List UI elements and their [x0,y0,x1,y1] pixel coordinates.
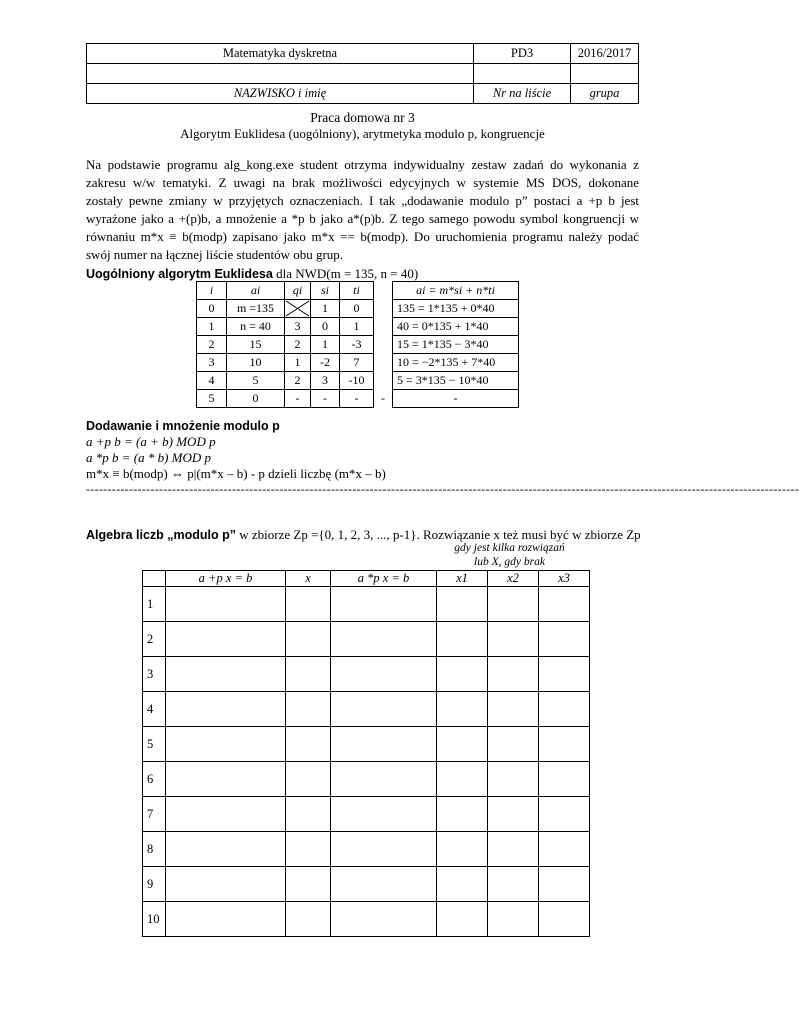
add-eq-cell[interactable] [166,832,286,867]
x1-cell[interactable] [437,692,488,727]
list-no-input-cell[interactable] [474,64,571,84]
euclid-heading-rest: dla NWD(m = 135, n = 40) [272,266,419,281]
euclid-cell: n = 40 [227,318,285,336]
cross-icon [285,300,311,318]
algebra-table [142,570,590,937]
page-subtitle: Algorytm Euklidesa (uogólniony), arytmetyka modulo p, kongruencje [180,126,545,141]
euclid-eq: 10 = −2*135 + 7*40 [393,354,519,372]
algebra-header: x2 [488,571,539,587]
add-x-cell[interactable] [286,762,331,797]
name-label: NAZWISKO i imię [87,84,474,104]
list-no-label: Nr na liście [474,84,571,104]
add-x-cell[interactable] [286,797,331,832]
euclid-cell: 1 [285,354,311,372]
intro-paragraph [86,156,639,264]
euclid-gap-dash: - [381,391,385,405]
euclid-eq: - [393,390,519,408]
add-x-cell[interactable] [286,902,331,937]
euclid-header: ti [340,282,374,300]
x2-cell[interactable] [488,797,539,832]
euclid-cell: m =135 [227,300,285,318]
x2-cell[interactable] [488,692,539,727]
group-label: grupa [571,84,639,104]
euclid-cell: 4 [197,372,227,390]
algebra-header [143,571,166,587]
intro-line: zakresu w/w tematyki. Z uwagi na brak możliwości edycyjnych w systemie MS DOS, dokonane [86,175,639,190]
mul-eq-cell[interactable] [331,867,437,902]
x3-cell[interactable] [539,727,590,762]
x2-cell[interactable] [488,867,539,902]
add-x-cell[interactable] [286,587,331,622]
algebra-header: x3 [539,571,590,587]
intro-line: zostały pewne zmiany w przyjętych oznaczeniach. I tak „dodawanie modulo p” postaci a +p b jest [86,193,639,208]
euclid-cell: 2 [197,336,227,354]
x2-cell[interactable] [488,762,539,797]
dashed-divider: ---------------------------------------------------------------------------------------------------------------------------------------------------------------------- [86,482,799,496]
euclid-eq: 135 = 1*135 + 0*40 [393,300,519,318]
add-x-cell[interactable] [286,692,331,727]
mul-eq-cell[interactable] [331,727,437,762]
row-number: 3 [143,657,166,692]
algebra-header: x1 [437,571,488,587]
x1-cell[interactable] [437,727,488,762]
x1-cell[interactable] [437,587,488,622]
add-x-cell[interactable] [286,657,331,692]
modulo-line: m*x ≡ b(modp) ⇔ p|(m*x – b) - p dzieli liczbę (m*x – b) [86,466,386,481]
add-eq-cell[interactable] [166,692,286,727]
euclid-cell: - [340,390,374,408]
euclid-gap [374,300,393,318]
x1-cell[interactable] [437,867,488,902]
name-input-cell[interactable] [87,64,474,84]
add-eq-cell[interactable] [166,902,286,937]
add-eq-cell[interactable] [166,587,286,622]
euclid-header: si [311,282,340,300]
euclid-eq: 5 = 3*135 − 10*40 [393,372,519,390]
euclid-cell: - [285,390,311,408]
x3-cell[interactable] [539,867,590,902]
subject-cell: Matematyka dyskretna [87,44,474,64]
x2-cell[interactable] [488,832,539,867]
euclid-cell: 5 [197,390,227,408]
euclid-gap [374,372,393,390]
row-number: 1 [143,587,166,622]
euclid-gap [374,282,393,300]
modulo-heading: Dodawanie i mnożenie modulo p [86,419,280,433]
x3-cell[interactable] [539,762,590,797]
euclid-cell: -2 [311,354,340,372]
euclid-header: ai [227,282,285,300]
euclid-heading [86,266,418,282]
x2-cell[interactable] [488,657,539,692]
euclid-cell: 2 [285,336,311,354]
x3-cell[interactable] [539,832,590,867]
x3-cell[interactable] [539,797,590,832]
algebra-header: a *p x = b [331,571,437,587]
intro-line: Na podstawie programu alg_kong.exe student otrzyma indywidualny zestaw zadań do wykonania z [86,157,639,172]
x2-cell[interactable] [488,727,539,762]
group-input-cell[interactable] [571,64,639,84]
x2-cell[interactable] [488,587,539,622]
x3-cell[interactable] [539,622,590,657]
header-table [86,43,639,104]
modulo-line: a +p b = (a + b) MOD p [86,434,216,449]
euclid-gap [374,354,393,372]
intro-line: równaniu m*x ≡ b(modp) zapisano jako m*x == b(modp). Do uruchomienia programu należy podać [86,229,639,244]
add-x-cell[interactable] [286,832,331,867]
mul-eq-cell[interactable] [331,657,437,692]
euclid-cell: 0 [197,300,227,318]
year-cell: 2016/2017 [571,44,639,64]
modulo-line: a *p b = (a * b) MOD p [86,450,212,465]
mul-eq-cell[interactable] [331,902,437,937]
add-x-cell[interactable] [286,867,331,902]
x1-cell[interactable] [437,762,488,797]
euclid-cell: 15 [227,336,285,354]
euclid-cell: 0 [311,318,340,336]
euclid-cell: - [311,390,340,408]
euclid-cell: 0 [227,390,285,408]
row-number: 5 [143,727,166,762]
row-number: 9 [143,867,166,902]
add-eq-cell[interactable] [166,797,286,832]
algebra-heading-rest: w zbiorze Zp ={0, 1, 2, 3, ..., p-1}. Rozwiązanie x też musi być w zbiorze Zp [236,527,641,542]
euclid-cell: 0 [340,300,374,318]
algebra-header: x [286,571,331,587]
euclid-cell: 2 [285,372,311,390]
euclid-cell: 3 [197,354,227,372]
euclid-cell: -10 [340,372,374,390]
x1-cell[interactable] [437,797,488,832]
modulo-section [86,418,386,482]
euclid-cell: -3 [340,336,374,354]
x2-cell[interactable] [488,622,539,657]
add-eq-cell[interactable] [166,622,286,657]
euclid-table [196,281,519,408]
solutions-note [434,541,585,569]
x3-cell[interactable] [539,587,590,622]
euclid-cell: 10 [227,354,285,372]
mul-eq-cell[interactable] [331,832,437,867]
cross-icon-svg [285,300,310,317]
x3-cell[interactable] [539,692,590,727]
note-line: gdy jest kilka rozwiązań [454,542,565,554]
row-number: 8 [143,832,166,867]
euclid-cell: 1 [311,336,340,354]
note-line: lub X, gdy brak [474,556,545,568]
x1-cell[interactable] [437,622,488,657]
x3-cell[interactable] [539,657,590,692]
row-number: 10 [143,902,166,937]
mul-eq-cell[interactable] [331,762,437,797]
mul-eq-cell[interactable] [331,587,437,622]
algebra-heading-bold: Algebra liczb „modulo p” [86,528,237,542]
euclid-header: ai = m*si + n*ti [393,282,519,300]
x3-cell[interactable] [539,902,590,937]
row-number: 6 [143,762,166,797]
mul-eq-cell[interactable] [331,622,437,657]
row-number: 7 [143,797,166,832]
euclid-gap [374,318,393,336]
intro-line: swój numer na łącznej liście studentów obu grup. [86,247,344,262]
row-number: 2 [143,622,166,657]
code-cell: PD3 [474,44,571,64]
add-x-cell[interactable] [286,727,331,762]
euclid-cell: 1 [340,318,374,336]
page-title: Praca domowa nr 3 [310,110,415,125]
mul-eq-cell[interactable] [331,797,437,832]
euclid-cell: 3 [311,372,340,390]
euclid-header: qi [285,282,311,300]
euclid-gap [374,336,393,354]
euclid-heading-bold: Uogólniony algorytm Euklidesa [86,267,273,281]
add-eq-cell[interactable] [166,657,286,692]
euclid-eq: 40 = 0*135 + 1*40 [393,318,519,336]
euclid-cell: 5 [227,372,285,390]
add-eq-cell[interactable] [166,727,286,762]
add-eq-cell[interactable] [166,867,286,902]
row-number: 4 [143,692,166,727]
euclid-cell: 3 [285,318,311,336]
x1-cell[interactable] [437,657,488,692]
euclid-cell: 7 [340,354,374,372]
x1-cell[interactable] [437,832,488,867]
euclid-header: i [197,282,227,300]
intro-line: wyrażone jako a +(p)b, a mnożenie a *p b jako a*(p)b. Z tego samego powodu symbol kongruencji w [86,211,639,226]
x1-cell[interactable] [437,902,488,937]
euclid-eq: 15 = 1*135 − 3*40 [393,336,519,354]
euclid-cell: 1 [311,300,340,318]
x2-cell[interactable] [488,902,539,937]
euclid-cell: 1 [197,318,227,336]
mul-eq-cell[interactable] [331,692,437,727]
add-x-cell[interactable] [286,622,331,657]
add-eq-cell[interactable] [166,762,286,797]
algebra-header: a +p x = b [166,571,286,587]
